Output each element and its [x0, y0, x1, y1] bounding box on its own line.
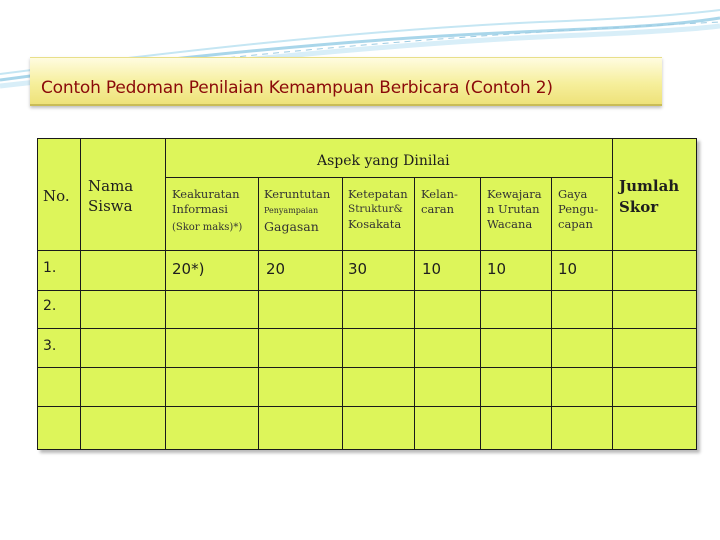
aspect-header-kelancaran: [421, 187, 458, 217]
grid-line: [342, 177, 343, 450]
max-score: 20: [266, 260, 286, 278]
aspect-line: Informasi: [172, 202, 228, 216]
grid-line: [37, 138, 697, 139]
group-header: Aspek yang Dinilai: [317, 153, 450, 169]
aspect-line: Kelan-: [421, 187, 458, 201]
aspect-header-keakuratan: [172, 187, 242, 235]
aspect-line: capan: [558, 217, 593, 231]
aspect-header-kewajaran: [487, 187, 542, 232]
total-header-line: Skor: [619, 198, 659, 216]
name-header-line: Siswa: [88, 197, 133, 215]
grid-line: [551, 177, 552, 450]
grid-line: [165, 177, 612, 178]
aspect-header-gaya: [558, 187, 598, 232]
aspect-line: n Urutan: [487, 202, 540, 216]
aspect-line: Struktur&: [348, 203, 403, 215]
grid-line: [258, 177, 259, 450]
grid-line: [37, 138, 38, 450]
aspect-line: Pengu-: [558, 202, 599, 216]
max-score: 10: [487, 260, 507, 278]
max-score: 30: [348, 260, 368, 278]
aspect-line: Gaya: [558, 187, 588, 201]
aspect-line: (Skor maks)*): [172, 222, 243, 233]
grid-line: [37, 367, 697, 368]
aspect-line: Kewajara: [487, 187, 542, 201]
row-number: 3.: [43, 338, 57, 354]
aspect-header-keruntutan: [264, 187, 330, 234]
assessment-table: [37, 138, 697, 450]
aspect-line: Penyampaian: [264, 206, 319, 215]
title-bar: [30, 57, 662, 106]
grid-line: [480, 177, 481, 450]
aspect-line: Keruntutan: [264, 187, 331, 201]
grid-line: [165, 138, 166, 450]
grid-line: [414, 177, 415, 450]
grid-line: [37, 406, 697, 407]
grid-line: [696, 138, 697, 450]
grid-line: [80, 138, 81, 450]
max-score: 10: [558, 260, 578, 278]
aspect-line: Wacana: [487, 217, 533, 231]
name-header: [88, 176, 133, 216]
max-score: 20*): [172, 260, 205, 278]
aspect-line: Keakuratan: [172, 187, 240, 201]
aspect-line: Kosakata: [348, 217, 402, 231]
grid-line: [612, 138, 613, 450]
grid-line: [37, 290, 697, 291]
aspect-line: caran: [421, 202, 455, 216]
total-header-line: Jumlah: [619, 177, 680, 195]
max-score: 10: [422, 260, 442, 278]
grid-line: [37, 250, 697, 251]
row-number: 1.: [43, 260, 57, 276]
grid-line: [37, 328, 697, 329]
grid-line: [37, 449, 697, 450]
slide-title: Contoh Pedoman Penilaian Kemampuan Berbicara (Contoh 2): [41, 78, 553, 98]
total-header: [619, 176, 679, 218]
aspect-line: Ketepatan: [348, 187, 408, 201]
aspect-line: Gagasan: [264, 219, 319, 234]
no-header: No.: [43, 187, 70, 205]
name-header-line: Nama: [88, 177, 134, 195]
row-number: 2.: [43, 298, 57, 314]
aspect-header-ketepatan: [348, 187, 408, 232]
